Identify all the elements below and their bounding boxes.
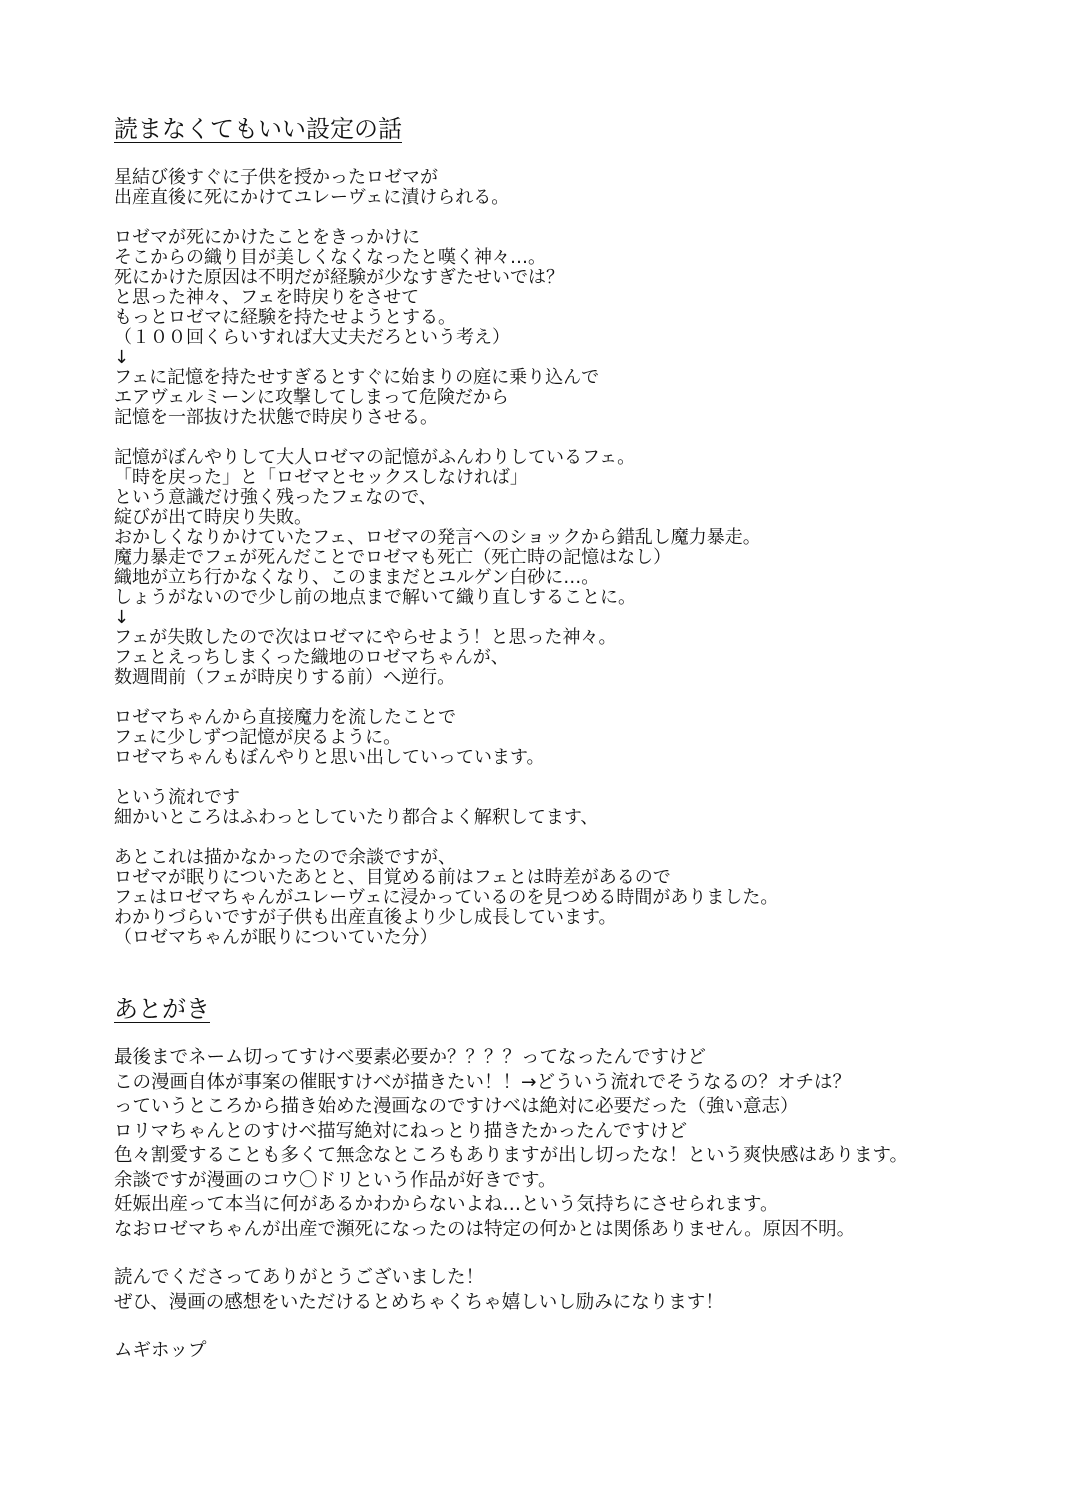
- text-line: と思った神々、フェを時戻りをさせて: [114, 287, 420, 308]
- paragraph: [114, 1046, 1014, 1242]
- text-line: エアヴェルミーンに攻撃してしまって危険だから: [114, 387, 509, 408]
- text-line: 数週間前（フェが時戻りする前）へ逆行。: [114, 667, 456, 688]
- text-line: 記憶がぼんやりして大人ロゼマの記憶がふんわりしているフェ。: [114, 447, 636, 468]
- paragraph: [114, 848, 1014, 948]
- paragraph-gap: [114, 828, 1014, 848]
- text-line: もっとロゼマに経験を持たせようとする。: [114, 307, 456, 328]
- paragraph-gap: [114, 428, 1014, 448]
- text-line: 星結び後すぐに子供を授かったロゼマが: [114, 167, 438, 188]
- text-line: （ロゼマちゃんが眠りについていた分）: [114, 927, 438, 948]
- paragraph: [114, 788, 1014, 828]
- text-line: この漫画自体が事案の催眠すけべが描きたい！！→どういう流れでそうなるの？オチは？: [114, 1071, 852, 1093]
- text-line: っていうところから描き始めた漫画なのですけべは絶対に必要だった（強い意志）: [114, 1096, 799, 1117]
- paragraph-gap: [114, 208, 1014, 228]
- text-line: フェはロゼマちゃんがユレーヴェに浸かっているのを見つめる時間がありました。: [114, 887, 779, 908]
- text-line: ロリマちゃんとのすけべ描写絶対にねっとり描きたかったんですけど: [114, 1120, 688, 1142]
- text-line: わかりづらいですが子供も出産直後より少し成長しています。: [114, 907, 617, 928]
- text-line: という意識だけ強く残ったフェなので、: [114, 487, 437, 508]
- text-line: フェに少しずつ記憶が戻るように。: [114, 727, 402, 748]
- text-line: あとこれは描かなかったので余談ですが、: [114, 847, 456, 868]
- text-line: 色々割愛することも多くて無念なところもありますが出し切ったな！という爽快感はあります。: [114, 1145, 909, 1166]
- text-line: ↓: [114, 607, 130, 628]
- text-line: しょうがないので少し前の地点まで解いて織り直しすることに。: [114, 587, 636, 608]
- section-afterword: [114, 992, 1014, 1364]
- paragraph: [114, 1339, 1014, 1364]
- section-heading-settings: 読まなくてもいい設定の話: [114, 115, 402, 143]
- text-line: 綻びが出て時戻り失敗。: [114, 507, 312, 528]
- document-page: [114, 112, 1014, 1361]
- text-line: ムギホップ: [114, 1340, 207, 1361]
- paragraph: [114, 708, 1014, 768]
- section-heading-afterword: あとがき: [114, 995, 210, 1023]
- text-line: ロゼマが死にかけたことをきっかけに: [114, 227, 420, 248]
- text-line: ぜひ、漫画の感想をいただけるとめちゃくちゃ嬉しいし励みになります！: [114, 1291, 724, 1313]
- paragraph: [114, 228, 1014, 428]
- section-body-afterword: [114, 1046, 1014, 1364]
- paragraph: [114, 448, 1014, 688]
- text-line: 出産直後に死にかけてユレーヴェに漬けられる。: [114, 187, 510, 208]
- text-line: 細かいところはふわっとしていたり都合よく解釈してます、: [114, 807, 599, 828]
- text-line: という流れです: [114, 787, 240, 808]
- text-line: 最後までネーム切ってすけべ要素必要か？？？？ってなったんですけど: [114, 1047, 707, 1068]
- text-line: 余談ですが漫画のコウ〇ドリという作品が好きです。: [114, 1169, 557, 1191]
- paragraph: [114, 1266, 1014, 1315]
- text-line: 妊娠出産って本当に何があるかわからないよね…という気持ちにさせられます。: [114, 1194, 779, 1215]
- text-line: 死にかけた原因は不明だが経験が少なすぎたせいでは？: [114, 267, 564, 288]
- paragraph-gap: [114, 688, 1014, 708]
- text-line: 読んでくださってありがとうございました！: [114, 1267, 485, 1288]
- text-line: （１００回くらいすれば大丈夫だろという考え）: [114, 327, 510, 348]
- text-line: 「時を戻った」と「ロゼマとセックスしなければ」: [114, 467, 528, 488]
- paragraph-gap: [114, 1315, 1014, 1339]
- text-line: 織地が立ち行かなくなり、このままだとユルゲン白砂に…。: [114, 567, 600, 588]
- text-line: なおロゼマちゃんが出産で瀕死になったのは特定の何かとは関係ありません。原因不明。: [114, 1218, 856, 1240]
- text-line: フェに記憶を持たせすぎるとすぐに始まりの庭に乗り込んで: [114, 367, 600, 388]
- text-line: 記憶を一部抜けた状態で時戻りさせる。: [114, 407, 438, 428]
- paragraph-gap: [114, 768, 1014, 788]
- section-body-settings: [114, 168, 1014, 948]
- text-line: 魔力暴走でフェが死んだことでロゼマも死亡（死亡時の記憶はなし）: [114, 547, 672, 568]
- text-line: フェが失敗したので次はロゼマにやらせよう！と思った神々。: [114, 627, 617, 648]
- text-line: フェとえっちしまくった織地のロゼマちゃんが、: [114, 647, 509, 668]
- text-line: そこからの織り目が美しくなくなったと嘆く神々…。: [114, 247, 546, 268]
- text-line: ↓: [114, 347, 130, 368]
- text-line: ロゼマちゃんから直接魔力を流したことで: [114, 707, 456, 728]
- paragraph-gap: [114, 1242, 1014, 1266]
- paragraph: [114, 168, 1014, 208]
- text-line: おかしくなりかけていたフェ、ロゼマの発言へのショックから錯乱し魔力暴走。: [114, 527, 761, 548]
- text-line: ロゼマちゃんもぼんやりと思い出していっています。: [114, 747, 545, 768]
- text-line: ロゼマが眠りについたあとと、目覚める前はフェとは時差があるので: [114, 867, 671, 888]
